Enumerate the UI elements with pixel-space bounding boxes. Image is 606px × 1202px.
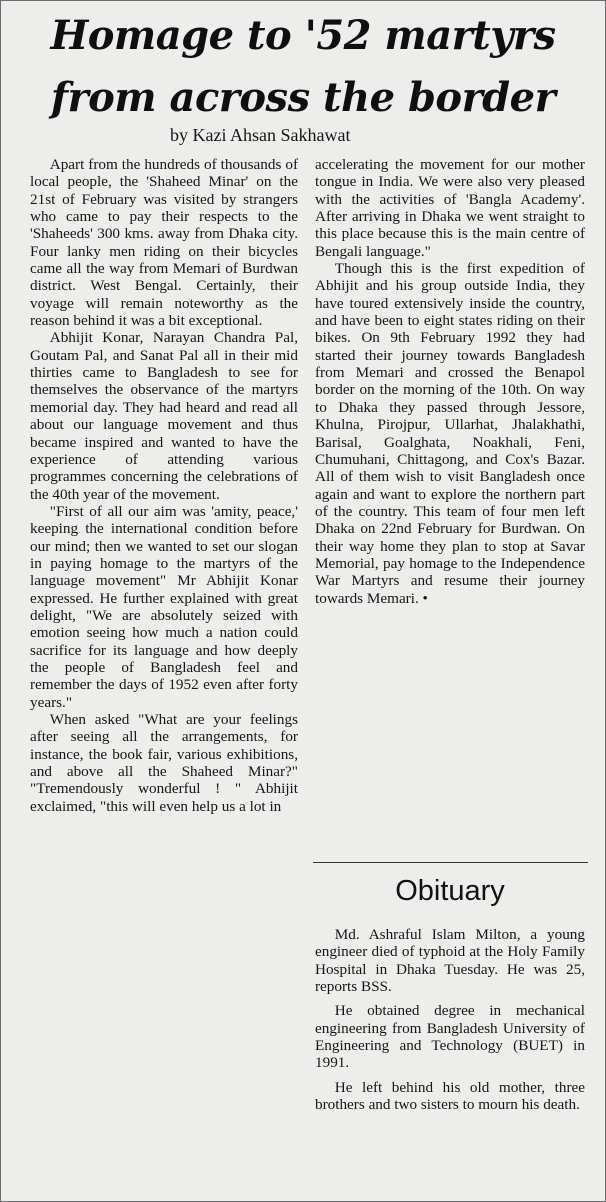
obituary-divider [313,862,588,863]
headline-line-1: Homage to '52 martyrs [50,12,556,59]
obituary-paragraph: Md. Ashraful Islam Milton, a young engineer died of typhoid at the Holy Family Hospital in Dhaka Tuesday. He was 25, reports BSS. [315,926,585,996]
article-paragraph: Though this is the first expedition of Abhijit and his group outside India, they have toured extensively inside the country, and have been to eight states riding on their bikes. On 9th February 1992 they had started their journey towards Bangladesh from Memari and crossed the Benapol border on the morning of the 10th. On way to Dhaka they passed through Jessore, Khulna, Pirojpur, Ullarhat, Jhalakhathi, Barisal, Goalghata, Noakhali, Feni, Chumuhani, Chittagong, and Cox's Bazar. All of them wish to visit Bangladesh once again and want to explore the northern part of the country. This team of four men left Dhaka on 22nd February for Burdwan. On their way home they plan to stop at Savar Memorial, pay homage to the Independence War Martyrs and resume their journey towards Memari. • [315,260,585,607]
byline: by Kazi Ahsan Sakhawat [170,125,351,145]
article-column-right [315,156,585,607]
obituary-paragraph: He obtained degree in mechanical engineering from Bangladesh University of Engineering and Technology (BUET) in 1991. [315,1002,585,1072]
headline-line-2: from across the border [50,74,556,121]
article-paragraph: Apart from the hundreds of thousands of local people, the 'Shaheed Minar' on the 21st of February was visited by strangers who came to pay their respects to the 'Shaheeds' 300 kms. away from Dhaka city. Four lanky men riding on their bicycles came all the way from Memari of Burdwan district. West Bengal. Certainly, their voyage will remain noteworthy as the reason behind it was a bit exceptional. [30,156,298,330]
article-column-left [30,156,298,815]
obituary-paragraph: He left behind his old mother, three brothers and two sisters to mourn his death. [315,1078,585,1114]
article-paragraph: "First of all our aim was 'amity, peace,' keeping the international condition before our mind; then we wanted to set our slogan in paying homage to the martyrs of the language movement" Mr Abhijit Konar expressed. He further explained with great delight, "We are absolutely seized with emotion seeing how much a nation could sacrifice for its language and how deeply the people of Bangladesh feel and remember the days of 1952 even after forty years." [30,502,298,711]
article-paragraph: Abhijit Konar, Narayan Chandra Pal, Goutam Pal, and Sanat Pal all in their mid thirties came to Bangladesh to see for themselves the observance of the martyrs memorial day. They had heard and read all about our language movement and thus became inspired and wanted to have the experience of attending various programmes concerning the celebrations of the 40th year of the movement. [30,329,298,503]
article-paragraph: accelerating the movement for our mother tongue in India. We were also very pleased with the activities of 'Bangla Academy'. After arriving in Dhaka we went straight to this place because this is the main centre of Bengali language." [315,156,585,260]
article-paragraph: When asked "What are your feelings after seeing all the arrangements, for instance, the book fair, various exhibitions, and above all the Shaheed Minar?" "Tremendously wonderful ! " Abhijit exclaimed, "this will even help us a lot in [30,711,298,815]
obituary-title: Obituary [395,875,505,907]
obituary-body [315,926,585,1120]
